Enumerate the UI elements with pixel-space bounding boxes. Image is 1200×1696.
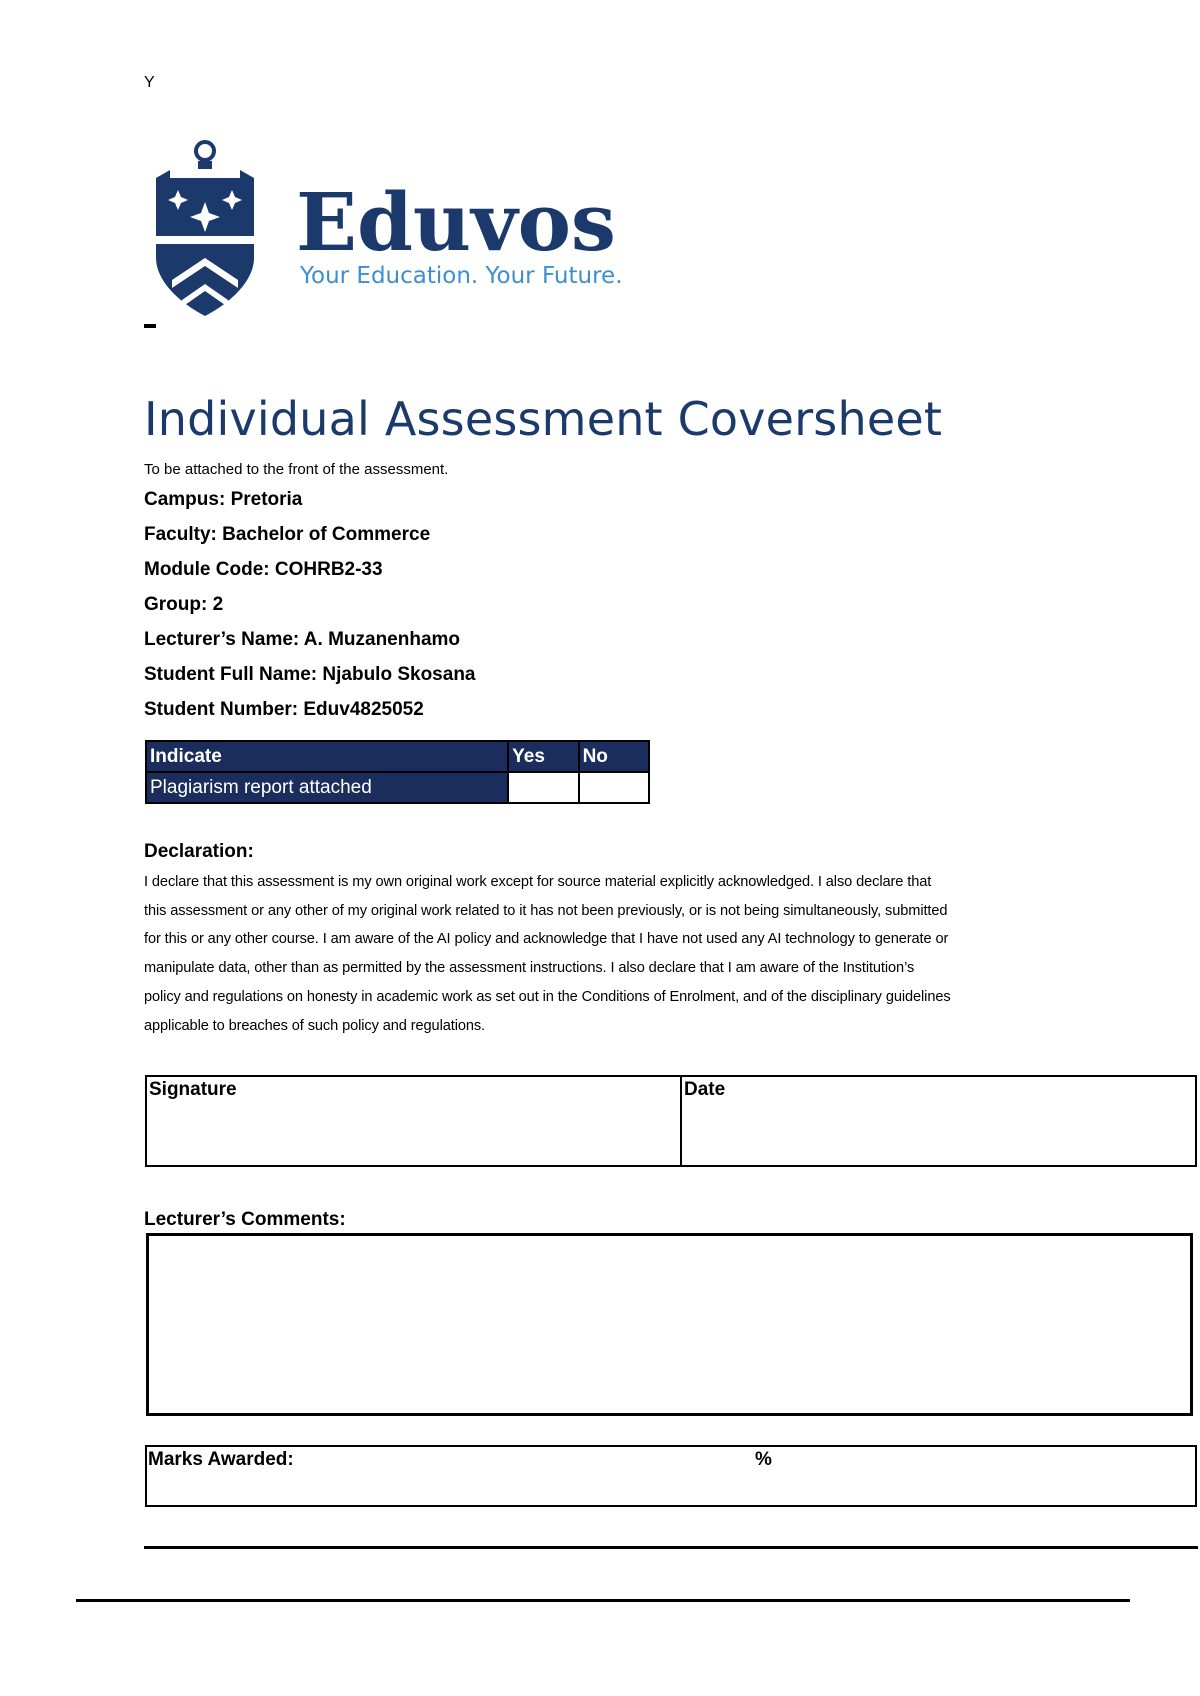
no-checkbox-cell[interactable] <box>579 772 649 803</box>
faculty-field: Faculty: Bachelor of Commerce <box>144 524 431 545</box>
date-label: Date <box>684 1079 726 1100</box>
indicate-table-header <box>146 741 649 772</box>
lecturer-comments-box[interactable] <box>146 1233 1193 1416</box>
signature-cell[interactable] <box>147 1077 682 1165</box>
declaration-line: policy and regulations on honesty in academic work as set out in the Conditions of Enrolment, and of the disciplinary guidelines <box>144 988 951 1005</box>
plagiarism-report-label: Plagiarism report attached <box>146 772 508 803</box>
logo-graphic <box>152 140 652 328</box>
declaration-line: this assessment or any other of my original work related to it has not been previously, or is not being simultaneously, submitted <box>144 902 948 919</box>
footer-rule <box>76 1599 1130 1602</box>
stray-mark: Y <box>144 74 155 91</box>
student-name-field: Student Full Name: Njabulo Skosana <box>144 664 476 685</box>
declaration-line: applicable to breaches of such policy and regulations. <box>144 1017 486 1034</box>
campus-field: Campus: Pretoria <box>144 489 303 510</box>
plagiarism-indicate-table <box>145 740 650 804</box>
declaration-line: manipulate data, other than as permitted by the assessment instructions. I also declare that I am aware of the Institution’s <box>144 960 915 977</box>
yes-header: Yes <box>508 741 578 772</box>
module-code-field: Module Code: COHRB2-33 <box>144 559 383 580</box>
marks-percent-sign: % <box>755 1449 772 1470</box>
yes-checkbox-cell[interactable] <box>508 772 578 803</box>
student-number-field: Student Number: Eduv4825052 <box>144 699 424 720</box>
lecturer-comments-heading: Lecturer’s Comments: <box>144 1209 346 1230</box>
group-field: Group: 2 <box>144 594 224 615</box>
horizontal-rule <box>144 1546 1198 1549</box>
marks-awarded-label: Marks Awarded: <box>148 1449 294 1470</box>
indicate-header: Indicate <box>146 741 508 772</box>
logo-underline-mark <box>144 324 156 328</box>
logo-tagline: Your Education. Your Future. <box>300 263 623 289</box>
eduvos-logo <box>152 140 652 328</box>
logo-wordmark: Eduvos <box>296 175 616 269</box>
crest-icon <box>156 142 254 316</box>
page-subtitle: To be attached to the front of the assessment. <box>144 461 449 478</box>
declaration-heading: Declaration: <box>144 841 254 862</box>
marks-awarded-box[interactable] <box>145 1445 1197 1507</box>
signature-date-table <box>145 1075 1197 1167</box>
page-title: Individual Assessment Coversheet <box>144 392 943 446</box>
date-cell[interactable] <box>682 1077 1195 1165</box>
declaration-text <box>144 868 1074 1040</box>
declaration-line: I declare that this assessment is my own original work except for source material explicitly acknowledged. I also declare that <box>144 874 932 890</box>
signature-label: Signature <box>149 1079 237 1100</box>
declaration-line: for this or any other course. I am aware of the AI policy and acknowledge that I have not used any AI technology to generate or <box>144 931 949 948</box>
no-header: No <box>579 741 649 772</box>
plagiarism-report-row <box>146 772 649 803</box>
lecturer-name-field: Lecturer’s Name: A. Muzanenhamo <box>144 629 461 650</box>
